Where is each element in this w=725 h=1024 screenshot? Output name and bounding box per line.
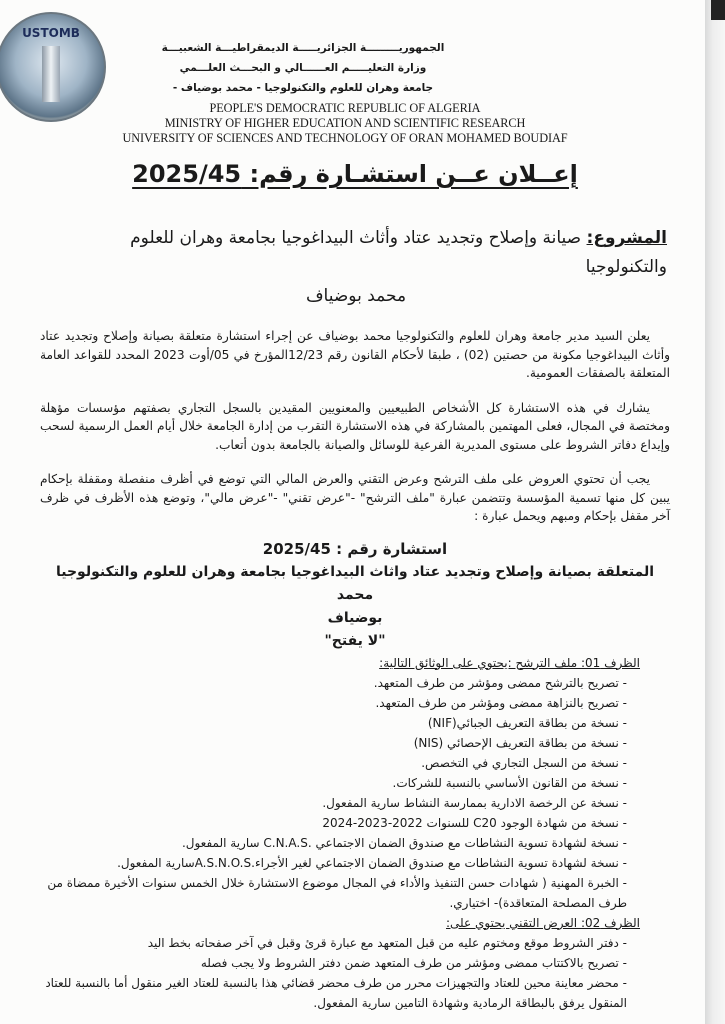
scan-edge [705, 0, 725, 1024]
envelope-subject-line2: بوضياف [327, 609, 383, 626]
list-item: - نسخة لشهادة تسوية النشاطات مع صندوق الضمان الاجتماعي لغير الأجراء.A.S.N.O.Sسارية المفعول. [117, 855, 627, 870]
list-item: - تصريح بالاكتتاب ممضى ومؤشر من طرف المتعهد ضمن دفتر الشروط ولا يجب فصله [200, 955, 627, 970]
header-ministry-ar: وزارة التعليـــــم العــــــالي و البحـــث العلـــمي [179, 62, 427, 74]
list-item: - نسخة لشهادة تسوية النشاطات مع صندوق الضمان الاجتماعي .C.N.A.S سارية المفعول. [181, 835, 627, 850]
list-item: - تصريح بالترشح ممضى ومؤشر من طرف المتعهد. [373, 675, 627, 690]
header-ministry-en: MINISTRY OF HIGHER EDUCATION AND SCIENTIFIC RESEARCH [164, 116, 526, 130]
consultation-number: استشارة رقم : 2025/45 [262, 539, 448, 558]
university-logo [0, 12, 106, 122]
list-item: - محضر معاينة محين للعتاد والتجهيزات محرر من طرف محضر قضائي هذا بالنسبة للعتاد الغير منقول أما بالنسبة للعتاد المنقول يرفق بالبطاقة الرمادية وشهادة التامين سارية المفعول. [45, 975, 627, 1010]
document-body [40, 158, 670, 1013]
documents-list [40, 653, 640, 1013]
header-english [100, 101, 590, 146]
header-republic-ar: الجمهوريـــــــــة الجزائريـــــة الديمقراطيـــة الشعبيـــة [161, 42, 445, 54]
project-label: المشروع: [586, 228, 667, 248]
header-arabic [150, 38, 456, 98]
list-item: - نسخة عن الرخصة الادارية بممارسة النشاط سارية المفعول. [322, 795, 627, 810]
do-not-open-label: "لا يفتح" [324, 632, 386, 649]
header-university-en: UNIVERSITY OF SCIENCES AND TECHNOLOGY OF ORAN MOHAMED BOUDIAF [122, 131, 568, 145]
envelope1-heading: الظرف 01: ملف الترشح :يحتوي على الوثائق التالية: [379, 655, 640, 670]
project-text-line2: محمد بوضياف [305, 286, 407, 306]
paragraph-announcement: يعلن السيد مدير جامعة وهران للعلوم والتكنولوجيا محمد بوضياف عن إجراء استشارة متعلقة بصيانة وإصلاح وتجديد عتاد وأثاث البيداغوجيا مكونة من حصتين (02) ، طبقا لأحكام القانون رقم 12/23المؤرخ في 05/أوت 2023 المحدد للقواعد العامة المتعلقة بالصفقات العمومية. [40, 329, 670, 380]
logo-building [42, 46, 60, 102]
logo-text: USTOMB [22, 26, 80, 40]
header-university-ar: جامعة وهران للعلوم والتكنولوجيا - محمد بوضياف - [172, 82, 434, 94]
list-item: - نسخة من القانون الأساسي بالنسبة للشركات. [392, 775, 627, 790]
project-text: صيانة وإصلاح وتجديد عتاد وأثاث البيداغوجيا بجامعة وهران للعلوم والتكنولوجيا [130, 228, 667, 277]
list-item: - دفتر الشروط موقع ومختوم عليه من قبل المتعهد مع عبارة قرئ وقبل في آخر صفحاته بخط اليد [147, 935, 627, 950]
announcement-title: إعــلان عــن استشـارة رقم: 2025/45 [132, 160, 578, 188]
list-item: - تصريح بالنزاهة ممضى ومؤشر من طرف المتعهد. [375, 695, 627, 710]
scan-corner-shadow [711, 0, 725, 20]
list-item: - نسخة من شهادة الوجود C20 للسنوات 2022-2023-2024 [322, 815, 627, 830]
envelope-label [40, 538, 670, 653]
paragraph-participation: يشارك في هذه الاستشارة كل الأشخاص الطبيعيين والمعنويين المقيدين بالسجل التجاري بصفتهم مؤسسات مؤهلة ومختصة في المجال، فعلى المهتمين بالمشاركة في هذه الاستشارة التقرب من إدارة الجامعة خلال أيام العمل الرسمية لسحب وإيداع دفاتر الشروط على مستوى المديرية الفرعية للوسائل والصيانة بالجامعة بدون أتعاب. [40, 400, 670, 452]
header-republic-en: PEOPLE'S DEMOCRATIC REPUBLIC OF ALGERIA [209, 101, 481, 115]
list-item: - نسخة من بطاقة التعريف الإحصائي (NIS) [413, 735, 627, 750]
paragraph-offers: يجب أن تحتوي العروض على ملف الترشح وعرض التقني والعرض المالي التي توضع في أظرف منفصلة ومقفلة بإحكام يبين كل منها تسمية المؤسسة وتتضمن عبارة "ملف الترشح" -"عرض تقني" -"عرض مالي"، وتوضع هذه الأظرف في ظرف آخر مقفل بإحكام ومبهم ويحمل عبارة : [40, 472, 670, 523]
list-item: - نسخة من السجل التجاري في التخصص. [421, 755, 627, 770]
envelope-subject-line1: المتعلقة بصيانة وإصلاح وتجديد عتاد واثاث البيداغوجيا بجامعة وهران للعلوم والتكنولوجيا محمد [55, 563, 654, 603]
project-heading [45, 224, 667, 311]
list-item: - نسخة من بطاقة التعريف الجبائي(NIF) [427, 715, 627, 730]
list-item: - الخبرة المهنية ( شهادات حسن التنفيذ والأداء في المجال موضوع الاستشارة خلال الخمس سنوات الأخيرة ممضاة من طرف المصلحة المتعاقدة)- اختياري. [47, 875, 627, 910]
envelope2-heading: الظرف 02: العرض التقني يحتوي على: [446, 915, 640, 930]
